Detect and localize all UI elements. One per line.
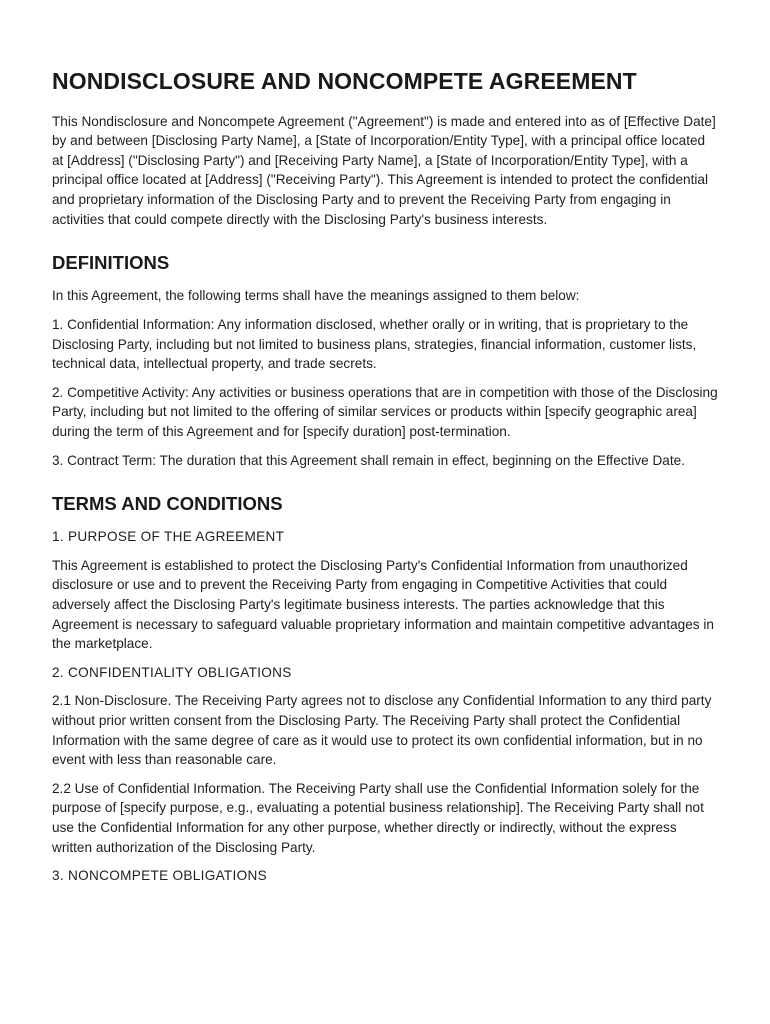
definition-item-contract-term: 3. Contract Term: The duration that this Agreement shall remain in effect, beginning on the Effective Date. [52, 452, 685, 468]
use-of-info-paragraph: 2.2 Use of Confidential Information. The Receiving Party shall use the Confidential Information solely for the purpose of [specify purpose, e.g., evaluating a potential business relationship]. The Receiving Party shall not use the Confidential Information for any other purpose, whether directly or indirectly, without the express written authorization of the Disclosing Party. [52, 780, 704, 855]
noncompete-heading: 3. NONCOMPETE OBLIGATIONS [52, 868, 267, 884]
intro-paragraph: This Nondisclosure and Noncompete Agreement ("Agreement") is made and entered into as of [Effective Date] by and between [Disclosing Party Name], a [State of Incorporation/Entity Type], with a principal office located at [Address] ("Disclosing Party") and [Receiving Party Name], a [State of Incorporation/Entity Type], with a principal office located at [Address] ("Receiving Party"). This Agreement is intended to protect the confidential and proprietary information of the Disclosing Party and to prevent the Receiving Party from engaging in activities that could compete directly with the Disclosing Party's business interests. [52, 113, 716, 227]
document-title: NONDISCLOSURE AND NONCOMPETE AGREEMENT [52, 68, 637, 94]
confidentiality-heading: 2. CONFIDENTIALITY OBLIGATIONS [52, 664, 292, 680]
terms-heading: TERMS AND CONDITIONS [52, 493, 283, 515]
purpose-paragraph: This Agreement is established to protect the Disclosing Party's Confidential Information from unauthorized disclosure or use and to prevent the Receiving Party from engaging in Competitive Activities that could adversely affect the Disclosing Party's legitimate business interests. The parties acknowledge that this Agreement is necessary to safeguard valuable proprietary information and maintain competitive advantages in the marketplace. [52, 557, 714, 652]
non-disclosure-paragraph: 2.1 Non-Disclosure. The Receiving Party agrees not to disclose any Confidential Information to any third party without prior written consent from the Disclosing Party. The Receiving Party shall protect the Confidential Information with the same degree of care as it would use to protect its own confidential information, but in no event with less than reasonable care. [52, 693, 712, 768]
definitions-lead: In this Agreement, the following terms shall have the meanings assigned to them below: [52, 288, 580, 304]
definitions-heading: DEFINITIONS [52, 252, 170, 274]
definition-item-competitive-activity: 2. Competitive Activity: Any activities or business operations that are in competition with those of the Disclosing Party, including but not limited to the offering of similar services or products within [specify geographic area] during the term of this Agreement and for [specify duration] post-termination. [52, 384, 718, 439]
purpose-heading: 1. PURPOSE OF THE AGREEMENT [52, 529, 285, 545]
definition-item-confidential-information: 1. Confidential Information: Any information disclosed, whether orally or in writing, that is proprietary to the Disclosing Party, including but not limited to business plans, strategies, financial information, customer lists, technical data, intellectual property, and trade secrets. [52, 316, 697, 372]
